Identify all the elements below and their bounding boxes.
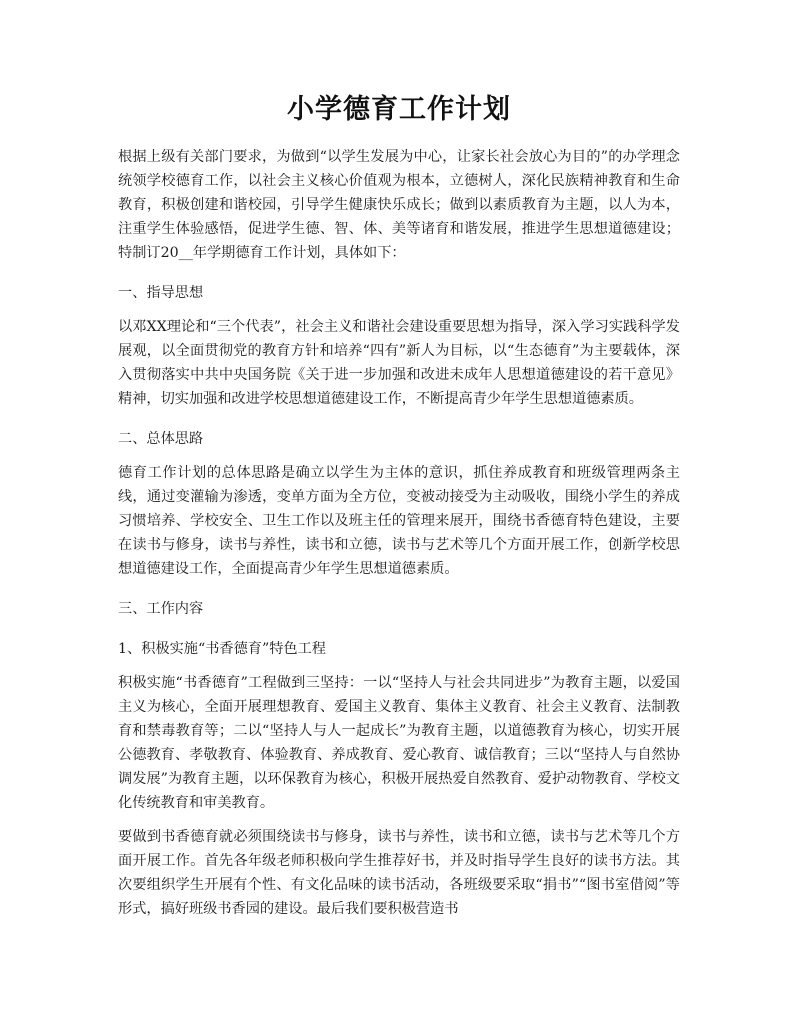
paragraph-reading-work: 要做到书香德育就必须围绕读书与修身，读书与养性，读书和立德，读书与艺术等几个方面开展工作。首先各年级老师积极向学生推荐好书，并及时指导学生良好的读书方法。其次要组织学生开展有个性、有文化品味的读书活动，各班级要采取“捐书”“图书室借阅”等形式，搞好班级书香园的建设。最后我们要积极营造书 xyxy=(118,829,680,917)
paragraph-guiding-ideology: 以邓XX理论和“三个代表”，社会主义和谐社会建设重要思想为指导，深入学习实践科学发展观，以全面贯彻党的教育方针和培养“四有”新人为目标，以“生态德育”为主要载体，深入贯彻落实中共中央国务院《关于进一步加强和改进未成年人思想道德建设的若干意见》精神，切实加强和改进学校思想道德建设工作，不断提高青少年学生思想道德素质。 xyxy=(118,319,680,407)
paragraph-three-persistences: 积极实施“书香德育”工程做到三坚持：一以“坚持人与社会共同进步”为教育主题，以爱国主义为核心，全面开展理想教育、爱国主义教育、集体主义教育、社会主义教育、法制教育和禁毒教育等；二以“坚持人与人一起成长”为教育主题，以道德教育为核心，切实开展公德教育、孝敬教育、体验教育、养成教育、爱心教育、诚信教育；三以“坚持人与自然协调发展”为教育主题，以环保教育为核心，积极开展热爱自然教育、爱护动物教育、学校文化传统教育和审美教育。 xyxy=(118,675,680,811)
paragraph-intro: 根据上级有关部门要求，为做到“以学生发展为中心，让家长社会放心为目的”的办学理念统领学校德育工作，以社会主义核心价值观为根本，立德树人，深化民族精神教育和生命教育，积极创建和谐校园，引导学生健康快乐成长；做到以素质教育为主题，以人为本，注重学生体验感悟，促进学生德、智、体、美等诸育和谐发展，推进学生思想道德建设；特制订20__年学期德育工作计划，具体如下： xyxy=(118,149,680,261)
section-heading-overall-approach: 二、总体思路 xyxy=(118,431,204,447)
paragraph-overall-approach: 德育工作计划的总体思路是确立以学生为主体的意识，抓住养成教育和班级管理两条主线，通过变灌输为渗透，变单方面为全方位，变被动接受为主动吸收，围绕小学生的养成习惯培养、学校安全、卫生工作以及班主任的管理来展开，围绕书香德育特色建设，主要在读书与修身，读书与养性，读书和立德，读书与艺术等几个方面开展工作，创新学校思想道德建设工作，全面提高青少年学生思想道德素质。 xyxy=(118,465,680,577)
section-heading-work-content: 三、工作内容 xyxy=(118,601,204,617)
subsection-heading-book-fragrance: 1、积极实施“书香德育”特色工程 xyxy=(118,641,326,657)
document-title: 小学德育工作计划 xyxy=(287,94,511,125)
section-heading-guiding-ideology: 一、指导思想 xyxy=(118,285,204,301)
document-body xyxy=(118,145,680,931)
